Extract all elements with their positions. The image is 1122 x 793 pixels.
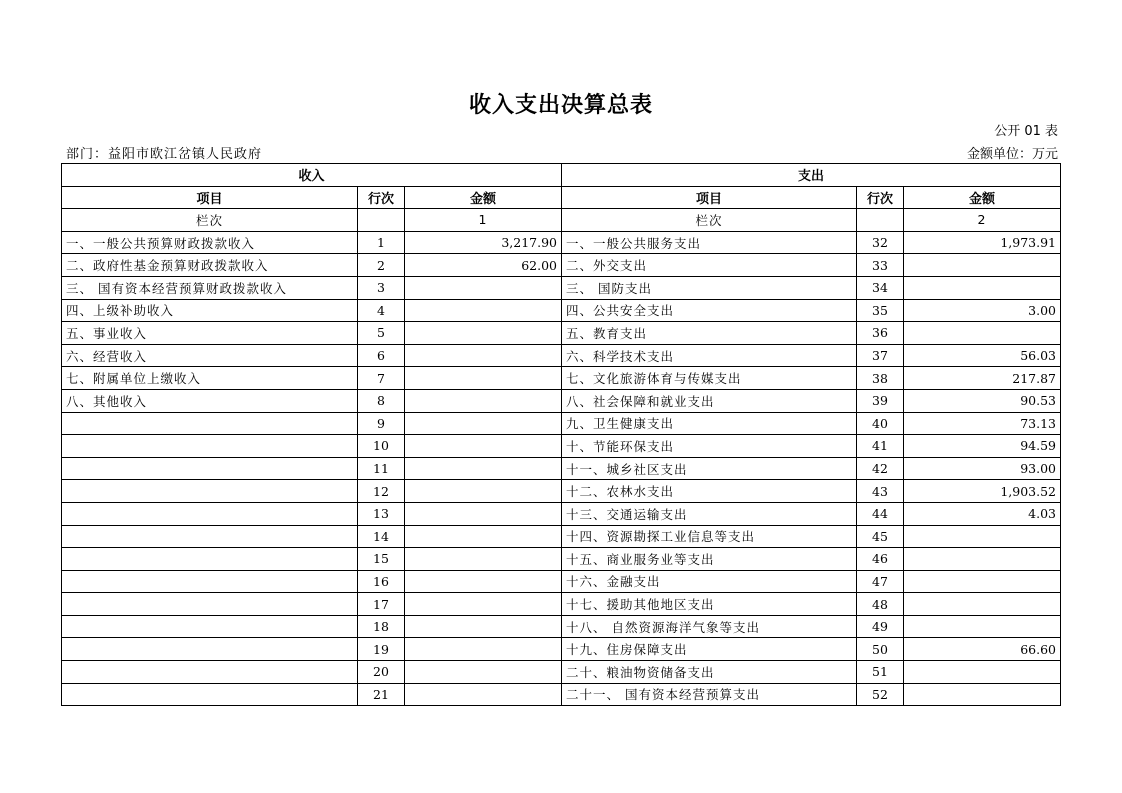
- table-row: [62, 344, 1061, 367]
- expenditure-column-index-label: 栏次: [562, 209, 857, 232]
- income-item-name: [62, 502, 358, 525]
- expenditure-item-name: 三、 国防支出: [562, 276, 857, 299]
- income-amount: [405, 367, 562, 390]
- expenditure-amount: 90.53: [904, 389, 1061, 412]
- table-row: [62, 299, 1061, 322]
- income-line-number: 12: [358, 480, 405, 503]
- income-item-name: [62, 683, 358, 706]
- income-item-name: 八、其他收入: [62, 389, 358, 412]
- expenditure-line-number: 44: [857, 502, 904, 525]
- income-item-header: 项目: [62, 186, 358, 209]
- income-amount: [405, 412, 562, 435]
- expenditure-line-number: 50: [857, 638, 904, 661]
- table-row: [62, 457, 1061, 480]
- column-header-row: [62, 186, 1061, 209]
- income-amount: [405, 276, 562, 299]
- income-item-name: 四、上级补助收入: [62, 299, 358, 322]
- income-line-number: 11: [358, 457, 405, 480]
- table-row: [62, 502, 1061, 525]
- table-row: [62, 593, 1061, 616]
- income-column-index-label: 栏次: [62, 209, 358, 232]
- expenditure-line-number: 48: [857, 593, 904, 616]
- income-amount: [405, 457, 562, 480]
- income-item-name: [62, 615, 358, 638]
- income-amount: [405, 502, 562, 525]
- income-amount: [405, 570, 562, 593]
- income-line-number: 5: [358, 322, 405, 345]
- income-line-header: 行次: [358, 186, 405, 209]
- column-index-row: [62, 209, 1061, 232]
- income-amount: 62.00: [405, 254, 562, 277]
- page-title: 收入支出决算总表: [468, 93, 653, 118]
- expenditure-section-header: 支出: [562, 164, 1061, 187]
- income-amount: [405, 593, 562, 616]
- section-header-row: [62, 164, 1061, 187]
- expenditure-line-number: 46: [857, 548, 904, 571]
- table-row: [62, 412, 1061, 435]
- income-item-name: [62, 661, 358, 684]
- expenditure-amount: [904, 661, 1061, 684]
- expenditure-amount: 4.03: [904, 502, 1061, 525]
- expenditure-line-header: 行次: [857, 186, 904, 209]
- department-label: 部门：益阳市欧江岔镇人民政府: [66, 147, 263, 162]
- income-item-name: 三、 国有资本经营预算财政拨款收入: [62, 276, 358, 299]
- expenditure-amount: 217.87: [904, 367, 1061, 390]
- income-item-name: [62, 593, 358, 616]
- expenditure-line-number: 40: [857, 412, 904, 435]
- expenditure-amount-header: 金额: [904, 186, 1061, 209]
- table-row: [62, 615, 1061, 638]
- income-amount: 3,217.90: [405, 231, 562, 254]
- expenditure-amount: [904, 683, 1061, 706]
- expenditure-item-name: 十一、城乡社区支出: [562, 457, 857, 480]
- income-section-header: 收入: [62, 164, 562, 187]
- income-line-number: 20: [358, 661, 405, 684]
- income-item-name: [62, 548, 358, 571]
- income-line-number: 9: [358, 412, 405, 435]
- expenditure-line-number: 41: [857, 435, 904, 458]
- income-line-number: 21: [358, 683, 405, 706]
- table-row: [62, 254, 1061, 277]
- expenditure-item-name: 十二、农林水支出: [562, 480, 857, 503]
- expenditure-line-number: 52: [857, 683, 904, 706]
- income-item-name: [62, 435, 358, 458]
- expenditure-amount: 94.59: [904, 435, 1061, 458]
- income-item-name: 一、一般公共预算财政拨款收入: [62, 231, 358, 254]
- table-row: [62, 389, 1061, 412]
- income-line-number: 16: [358, 570, 405, 593]
- income-line-number: 6: [358, 344, 405, 367]
- table-row: [62, 525, 1061, 548]
- income-amount: [405, 435, 562, 458]
- expenditure-line-number: 34: [857, 276, 904, 299]
- expenditure-item-name: 十七、援助其他地区支出: [562, 593, 857, 616]
- income-amount: [405, 615, 562, 638]
- expenditure-item-name: 十、节能环保支出: [562, 435, 857, 458]
- income-amount: [405, 480, 562, 503]
- expenditure-line-number: 33: [857, 254, 904, 277]
- income-amount: [405, 661, 562, 684]
- expenditure-amount: 93.00: [904, 457, 1061, 480]
- income-item-name: 六、经营收入: [62, 344, 358, 367]
- income-item-name: 七、附属单位上缴收入: [62, 367, 358, 390]
- income-line-number: 13: [358, 502, 405, 525]
- income-line-number: 19: [358, 638, 405, 661]
- expenditure-amount: 56.03: [904, 344, 1061, 367]
- expenditure-item-name: 九、卫生健康支出: [562, 412, 857, 435]
- expenditure-amount: 3.00: [904, 299, 1061, 322]
- table-row: [62, 480, 1061, 503]
- table-row: [62, 276, 1061, 299]
- expenditure-amount: 73.13: [904, 412, 1061, 435]
- income-amount: [405, 548, 562, 571]
- form-number: 公开 01 表: [994, 124, 1058, 139]
- table-row: [62, 638, 1061, 661]
- table-row: [62, 231, 1061, 254]
- income-item-name: [62, 457, 358, 480]
- expenditure-item-name: 一、一般公共服务支出: [562, 231, 857, 254]
- income-line-number: 10: [358, 435, 405, 458]
- expenditure-line-number: 32: [857, 231, 904, 254]
- expenditure-amount: [904, 570, 1061, 593]
- income-item-name: [62, 480, 358, 503]
- expenditure-item-name: 十五、商业服务业等支出: [562, 548, 857, 571]
- income-line-number: 3: [358, 276, 405, 299]
- table-row: [62, 683, 1061, 706]
- expenditure-item-header: 项目: [562, 186, 857, 209]
- expenditure-amount: [904, 548, 1061, 571]
- income-amount-header: 金额: [405, 186, 562, 209]
- income-line-number: 15: [358, 548, 405, 571]
- income-line-number: 2: [358, 254, 405, 277]
- expenditure-item-name: 十六、金融支出: [562, 570, 857, 593]
- income-line-number: 18: [358, 615, 405, 638]
- expenditure-item-name: 十三、交通运输支出: [562, 502, 857, 525]
- table-row: [62, 367, 1061, 390]
- expenditure-item-name: 六、科学技术支出: [562, 344, 857, 367]
- income-amount: [405, 344, 562, 367]
- income-item-name: 二、政府性基金预算财政拨款收入: [62, 254, 358, 277]
- table-row: [62, 661, 1061, 684]
- income-amount: [405, 525, 562, 548]
- expenditure-item-name: 五、教育支出: [562, 322, 857, 345]
- expenditure-line-number: 37: [857, 344, 904, 367]
- expenditure-amount: 1,903.52: [904, 480, 1061, 503]
- income-amount: [405, 299, 562, 322]
- income-amount: [405, 389, 562, 412]
- expenditure-line-number: 39: [857, 389, 904, 412]
- expenditure-item-name: 十八、 自然资源海洋气象等支出: [562, 615, 857, 638]
- expenditure-item-name: 二、外交支出: [562, 254, 857, 277]
- income-line-number: 7: [358, 367, 405, 390]
- table-row: [62, 435, 1061, 458]
- table-row: [62, 548, 1061, 571]
- income-expenditure-table: [61, 163, 1061, 706]
- income-line-number: 14: [358, 525, 405, 548]
- amount-unit-label: 金额单位：万元: [966, 147, 1058, 162]
- income-item-name: [62, 412, 358, 435]
- income-amount: [405, 638, 562, 661]
- expenditure-line-number: 42: [857, 457, 904, 480]
- expenditure-line-number: 35: [857, 299, 904, 322]
- expenditure-item-name: 八、社会保障和就业支出: [562, 389, 857, 412]
- expenditure-amount: [904, 615, 1061, 638]
- income-item-name: [62, 570, 358, 593]
- income-line-number: 17: [358, 593, 405, 616]
- expenditure-item-name: 四、公共安全支出: [562, 299, 857, 322]
- expenditure-amount: [904, 322, 1061, 345]
- expenditure-line-number: 38: [857, 367, 904, 390]
- income-amount: [405, 683, 562, 706]
- income-item-name: [62, 525, 358, 548]
- expenditure-amount: [904, 593, 1061, 616]
- income-line-number: 8: [358, 389, 405, 412]
- expenditure-line-number: 47: [857, 570, 904, 593]
- income-item-name: [62, 638, 358, 661]
- income-item-name: 五、事业收入: [62, 322, 358, 345]
- income-column-index-line: [358, 209, 405, 232]
- expenditure-item-name: 十九、住房保障支出: [562, 638, 857, 661]
- expenditure-amount: 66.60: [904, 638, 1061, 661]
- expenditure-item-name: 二十、粮油物资储备支出: [562, 661, 857, 684]
- expenditure-line-number: 36: [857, 322, 904, 345]
- expenditure-amount: [904, 525, 1061, 548]
- income-column-index: 1: [405, 209, 562, 232]
- expenditure-amount: [904, 276, 1061, 299]
- expenditure-item-name: 二十一、 国有资本经营预算支出: [562, 683, 857, 706]
- table-row: [62, 570, 1061, 593]
- expenditure-column-index: 2: [904, 209, 1061, 232]
- expenditure-line-number: 43: [857, 480, 904, 503]
- table-row: [62, 322, 1061, 345]
- expenditure-column-index-line: [857, 209, 904, 232]
- expenditure-line-number: 49: [857, 615, 904, 638]
- income-line-number: 4: [358, 299, 405, 322]
- income-line-number: 1: [358, 231, 405, 254]
- income-amount: [405, 322, 562, 345]
- expenditure-line-number: 45: [857, 525, 904, 548]
- expenditure-amount: [904, 254, 1061, 277]
- expenditure-line-number: 51: [857, 661, 904, 684]
- expenditure-item-name: 十四、资源勘探工业信息等支出: [562, 525, 857, 548]
- expenditure-item-name: 七、文化旅游体育与传媒支出: [562, 367, 857, 390]
- expenditure-amount: 1,973.91: [904, 231, 1061, 254]
